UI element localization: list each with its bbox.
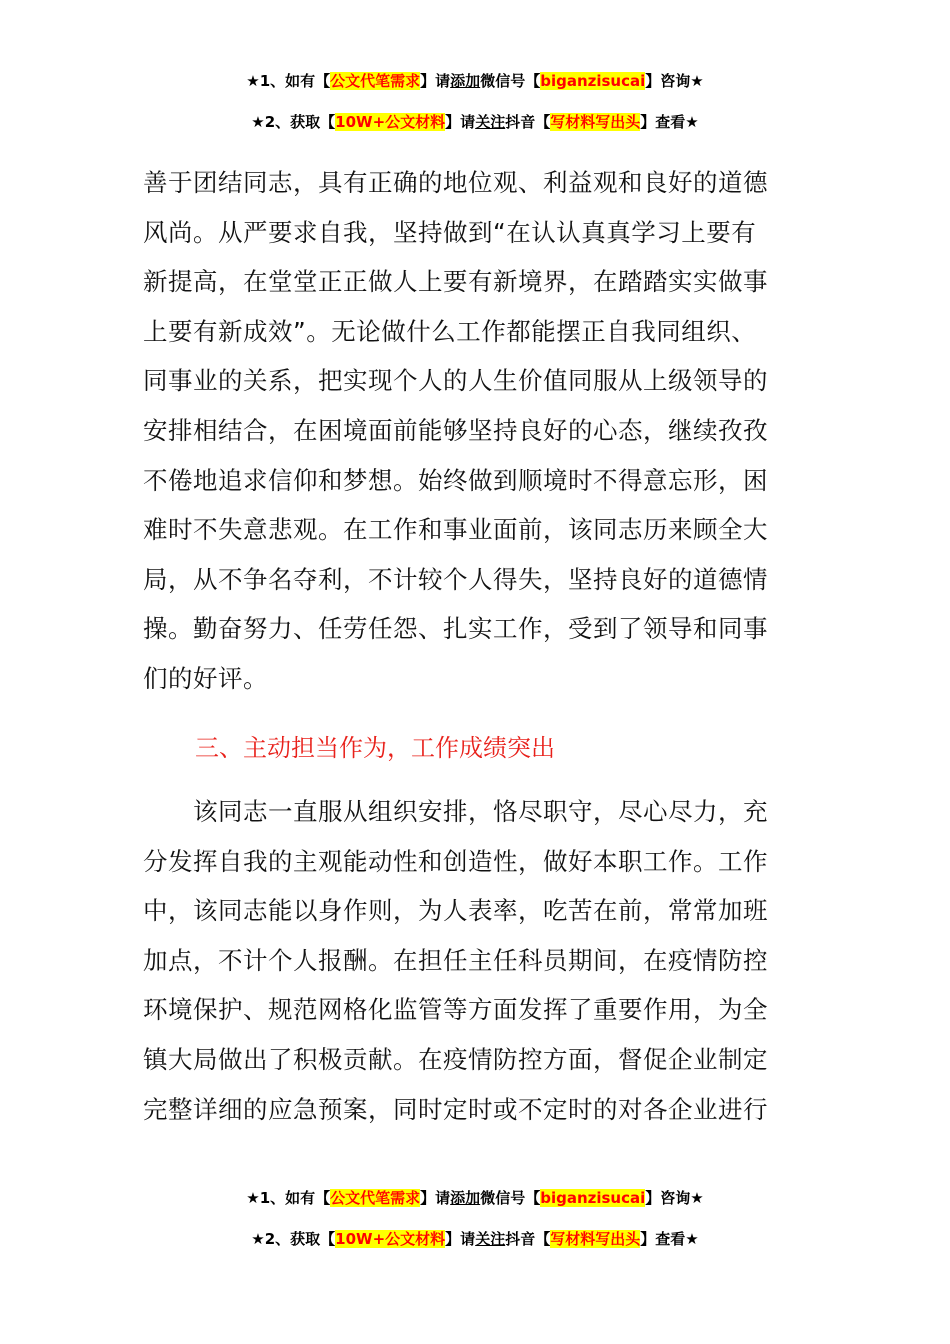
- text-line: 同事业的关系，把实现个人的人生价值同服从上级领导的: [143, 366, 768, 396]
- footer-promo-line-1: ★1、如有【公文代笔需求】请添加微信号【biganzisucai】咨询★: [246, 1189, 704, 1207]
- star-icon: ★: [246, 72, 260, 90]
- section-heading: 三、主动担当作为，工作成绩突出: [195, 734, 555, 762]
- text-line: 们的好评。: [143, 663, 268, 693]
- wechat-id: biganzisucai: [540, 72, 646, 90]
- text-line: 分发挥自我的主观能动性和创造性，做好本职工作。工作: [143, 846, 768, 876]
- text-line: 上要有新成效”。无论做什么工作都能摆正自我同组织、: [143, 316, 757, 346]
- text-line: 局，从不争名夺利，不计较个人得失，坚持良好的道德情: [143, 564, 768, 594]
- wechat-id: biganzisucai: [540, 1189, 646, 1207]
- highlight-materials: 10W+公文材料: [335, 113, 446, 131]
- header-promo-line-2: ★2、获取【10W+公文材料】请关注抖音【写材料写出头】查看★: [251, 113, 699, 131]
- douyin-account: 写材料写出头: [550, 1230, 641, 1248]
- text-line: 风尚。从严要求自我，坚持做到“在认认真真学习上要有: [143, 217, 757, 247]
- douyin-account: 写材料写出头: [550, 113, 641, 131]
- text-line: 镇大局做出了积极贡献。在疫情防控方面，督促企业制定: [143, 1044, 768, 1074]
- text-line: 该同志一直服从组织安排，恪尽职守，尽心尽力，充: [143, 797, 768, 826]
- star-icon: ★: [246, 1189, 260, 1207]
- text-line: 操。勤奋努力、任劳任怨、扎实工作，受到了领导和同事: [143, 614, 768, 644]
- star-icon: ★: [685, 1230, 699, 1248]
- star-icon: ★: [690, 72, 704, 90]
- star-icon: ★: [251, 113, 265, 131]
- text-line: 完整详细的应急预案，同时定时或不定时的对各企业进行: [143, 1094, 768, 1124]
- paragraph-1: [143, 158, 807, 704]
- text-line: 安排相结合，在困境面前能够坚持良好的心态，继续孜孜: [143, 415, 768, 445]
- star-icon: ★: [690, 1189, 704, 1207]
- text-line: 加点，不计个人报酬。在担任主任科员期间，在疫情防控: [143, 945, 768, 975]
- star-icon: ★: [251, 1230, 265, 1248]
- text-line: 善于团结同志，具有正确的地位观、利益观和良好的道德: [143, 168, 768, 197]
- highlight-service: 公文代笔需求: [330, 72, 421, 90]
- text-line: 环境保护、规范网格化监管等方面发挥了重要作用，为全: [143, 995, 768, 1025]
- text-line: 中，该同志能以身作则，为人表率，吃苦在前，常常加班: [143, 896, 768, 926]
- text-line: 难时不失意悲观。在工作和事业面前，该同志历来顾全大: [143, 515, 768, 545]
- highlight-service: 公文代笔需求: [330, 1189, 421, 1207]
- text-line: 不倦地追求信仰和梦想。始终做到顺境时不得意忘形，困: [143, 465, 768, 495]
- text-line: 新提高，在堂堂正正做人上要有新境界，在踏踏实实做事: [143, 267, 768, 297]
- paragraph-2: [143, 787, 807, 1134]
- header-promo-line-1: ★1、如有【公文代笔需求】请添加微信号【biganzisucai】咨询★: [246, 72, 704, 90]
- highlight-materials: 10W+公文材料: [335, 1230, 446, 1248]
- star-icon: ★: [685, 113, 699, 131]
- footer-promo-line-2: ★2、获取【10W+公文材料】请关注抖音【写材料写出头】查看★: [251, 1230, 699, 1248]
